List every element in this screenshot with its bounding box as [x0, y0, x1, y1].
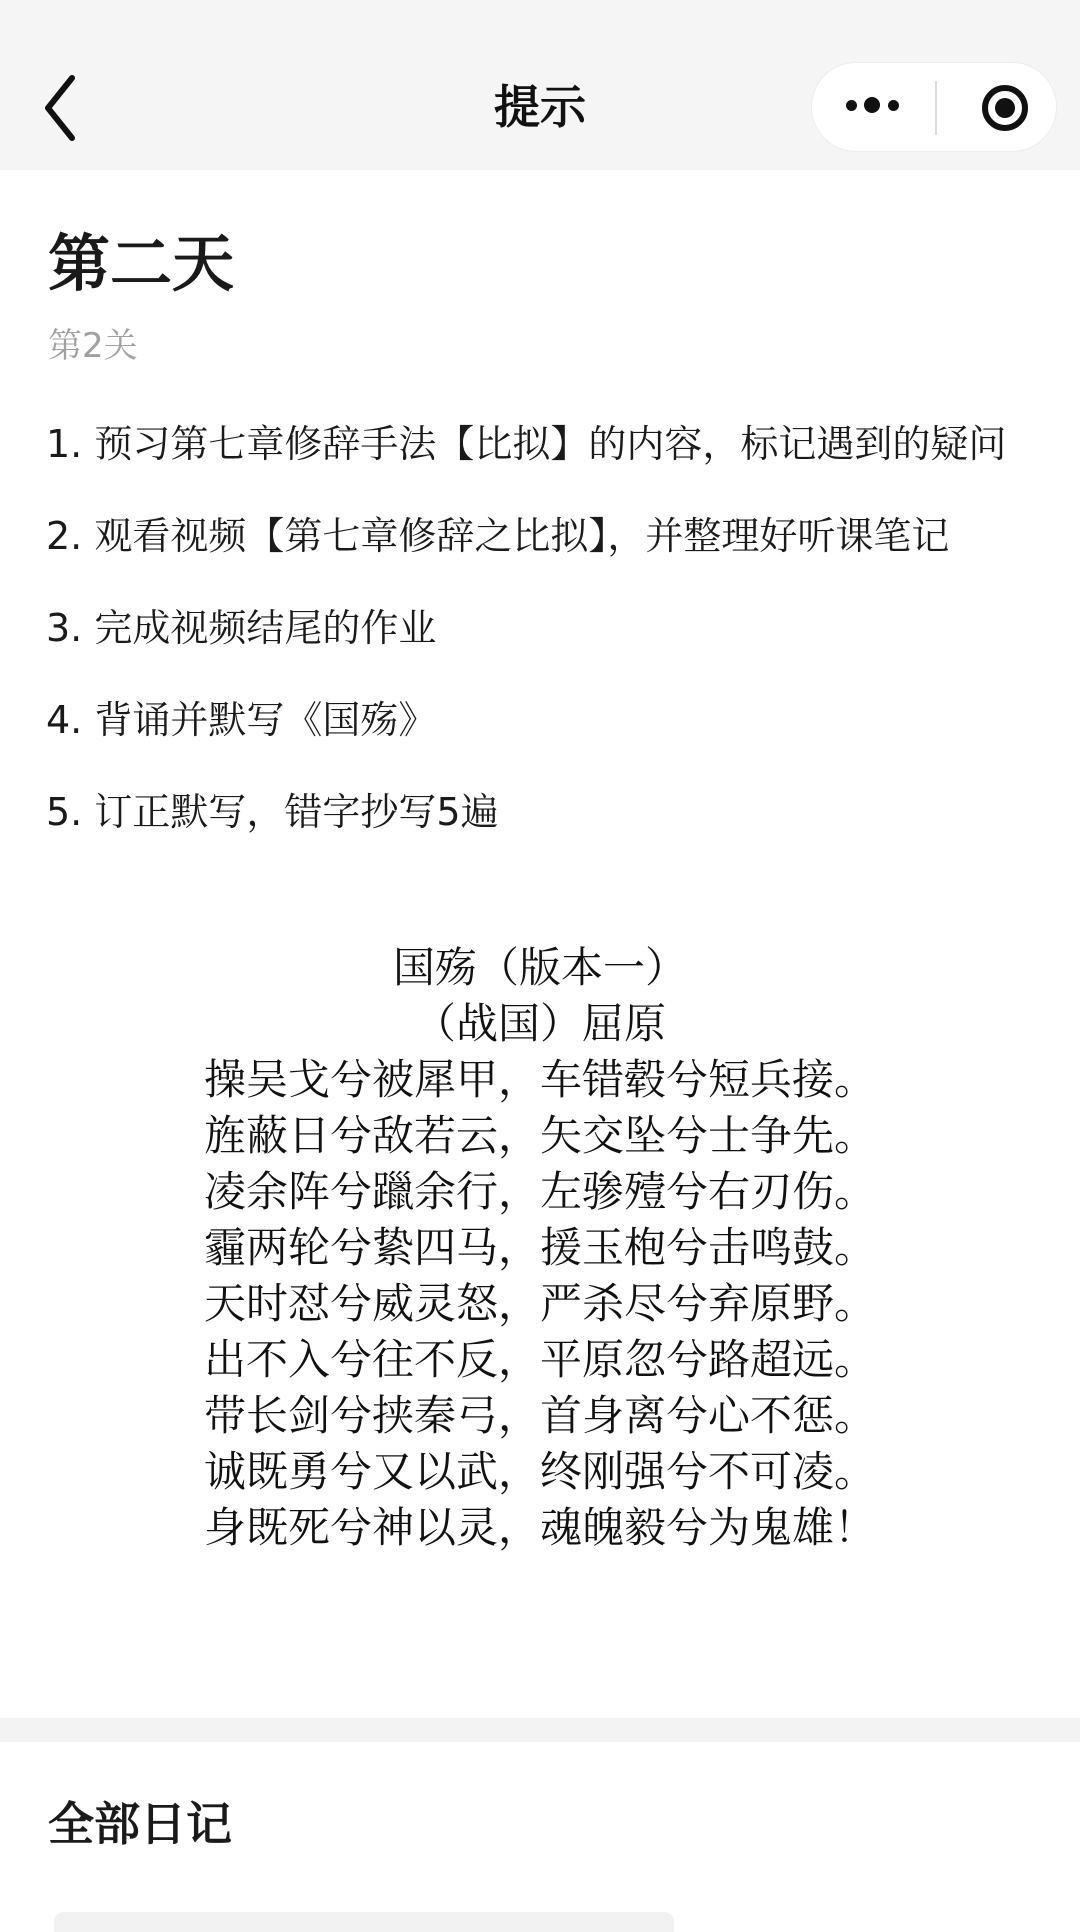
poem-line: 天时怼兮威灵怒，严杀尽兮弃原野。	[203, 1279, 876, 1328]
poem-line: 出不入兮往不反，平原忽兮路超远。	[203, 1335, 876, 1384]
more-dots-icon	[846, 100, 857, 111]
section-divider	[0, 1718, 1080, 1742]
task-item: 5. 订正默写，错字抄写5遍	[46, 790, 499, 834]
task-item: 3. 完成视频结尾的作业	[46, 606, 437, 650]
poem-image	[0, 940, 1080, 1556]
poem-line: 凌余阵兮躐余行，左骖殪兮右刃伤。	[203, 1167, 876, 1216]
level-label: 第2关	[48, 326, 138, 366]
page-title: 提示	[494, 80, 586, 134]
poem-line: 身既死兮神以灵，魂魄毅兮为鬼雄！	[203, 1503, 876, 1552]
diary-card[interactable]	[54, 1912, 674, 1932]
poem-line: 霾两轮兮絷四马，援玉枹兮击鸣鼓。	[203, 1223, 876, 1272]
task-item: 4. 背诵并默写《国殇》	[46, 698, 437, 742]
poem-line: 诚既勇兮又以武，终刚强兮不可凌。	[203, 1447, 876, 1496]
poem-line: 旌蔽日兮敌若云，矢交坠兮士争先。	[203, 1111, 876, 1160]
more-dots-icon-center	[864, 97, 880, 113]
close-button[interactable]	[938, 63, 1056, 151]
capsule-divider	[935, 81, 937, 135]
hint-content	[0, 170, 1080, 1718]
day-title: 第二天	[48, 227, 235, 300]
more-button[interactable]	[812, 63, 934, 151]
mini-program-capsule	[811, 62, 1057, 152]
task-list	[46, 416, 1036, 876]
task-item: 1. 预习第七章修辞手法【比拟】的内容，标记遇到的疑问	[46, 422, 1007, 466]
poem-author: （战国）屈原	[413, 999, 666, 1048]
diary-section	[0, 1742, 1080, 1922]
more-dots-icon-right	[888, 100, 899, 111]
task-item: 2. 观看视频【第七章修辞之比拟】，并整理好听课笔记	[46, 514, 950, 558]
diary-section-title: 全部日记	[48, 1797, 232, 1851]
poem-title: 国殇（版本一）	[392, 943, 687, 992]
poem-line: 带长剑兮挟秦弓，首身离兮心不惩。	[203, 1391, 876, 1440]
nav-bar	[0, 0, 1080, 170]
poem-line: 操吴戈兮被犀甲，车错毂兮短兵接。	[203, 1055, 876, 1104]
target-close-icon-center	[995, 98, 1015, 118]
